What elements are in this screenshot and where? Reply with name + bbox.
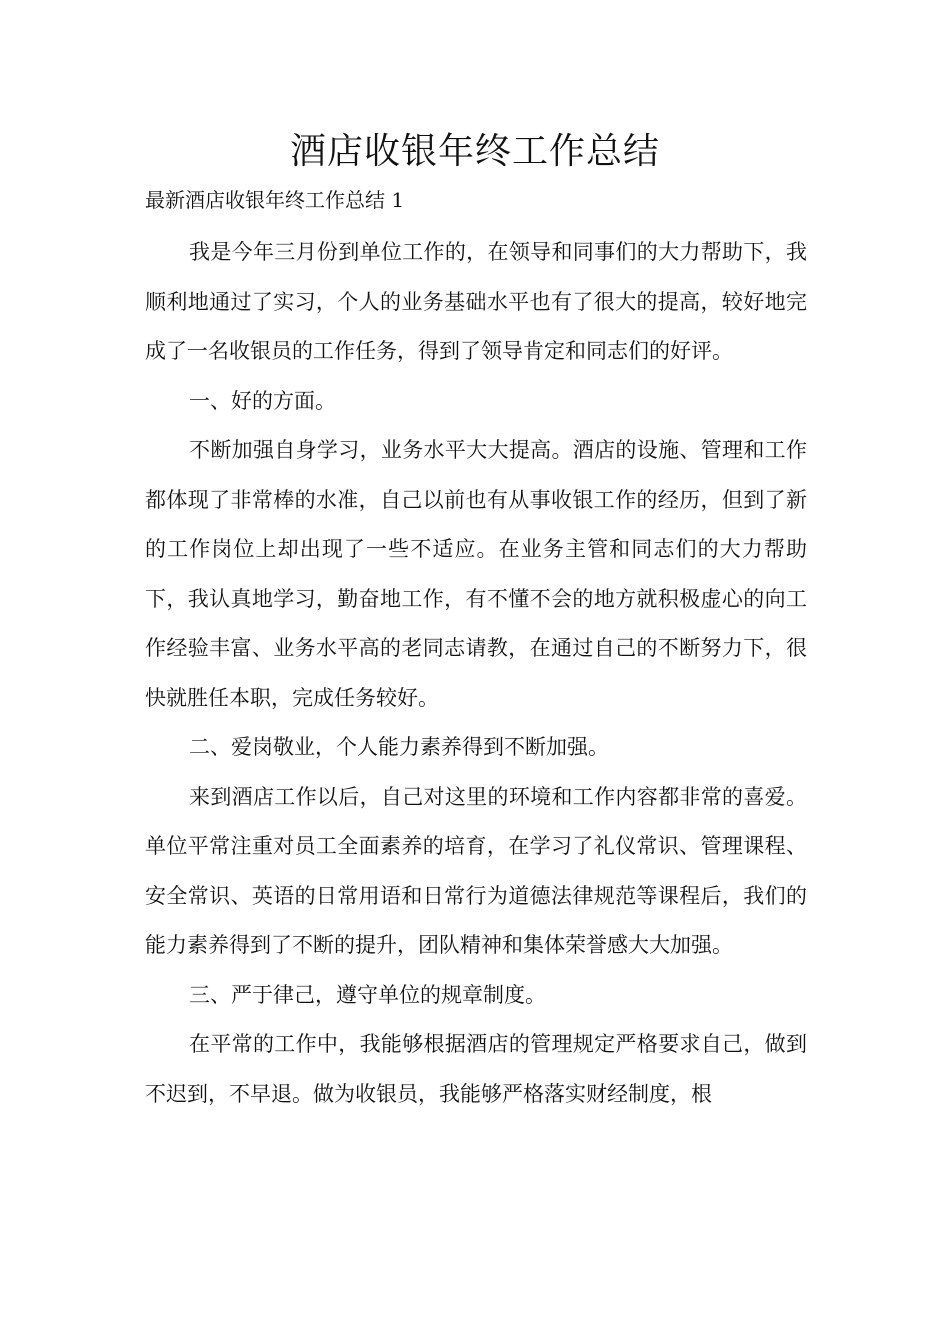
paragraph-section-2: 来到酒店工作以后，自己对这里的环境和工作内容都非常的喜爱。单位平常注重对员工全面素养的培育，在学习了礼仪常识、管理课程、安全常识、英语的日常用语和日常行为道德法律规范等课程后，我们的能力素养得到了不断的提升，团队精神和集体荣誉感大大加强。	[145, 784, 807, 957]
paragraph-section-1: 不断加强自身学习，业务水平大大提高。酒店的设施、管理和工作都体现了非常棒的水准，自己以前也有从事收银工作的经历，但到了新的工作岗位上却出现了一些不适应。在业务主管和同志们的大力帮助下，我认真地学习，勤奋地工作，有不懂不会的地方就积极虚心的向工作经验丰富、业务水平高的老同志请教，在通过自己的不断努力下，很快就胜任本职，完成任务较好。	[145, 438, 807, 710]
section-heading-2: 二、爱岗敬业，个人能力素养得到不断加强。	[189, 735, 609, 759]
document-body	[145, 228, 807, 1119]
paragraph-intro: 我是今年三月份到单位工作的，在领导和同事们的大力帮助下，我顺利地通过了实习，个人的业务基础水平也有了很大的提高，较好地完成了一名收银员的工作任务，得到了领导肯定和同志们的好评。	[145, 240, 807, 363]
document-subtitle: 最新酒店收银年终工作总结 1	[145, 188, 405, 212]
section-heading-1: 一、好的方面。	[189, 388, 336, 413]
section-heading-3: 三、严于律己，遵守单位的规章制度。	[189, 982, 546, 1007]
document-title: 酒店收银年终工作总结	[289, 131, 660, 172]
paragraph-section-3: 在平常的工作中，我能够根据酒店的管理规定严格要求自己，做到不迟到，不早退。做为收银员，我能够严格落实财经制度，根	[145, 1032, 807, 1106]
